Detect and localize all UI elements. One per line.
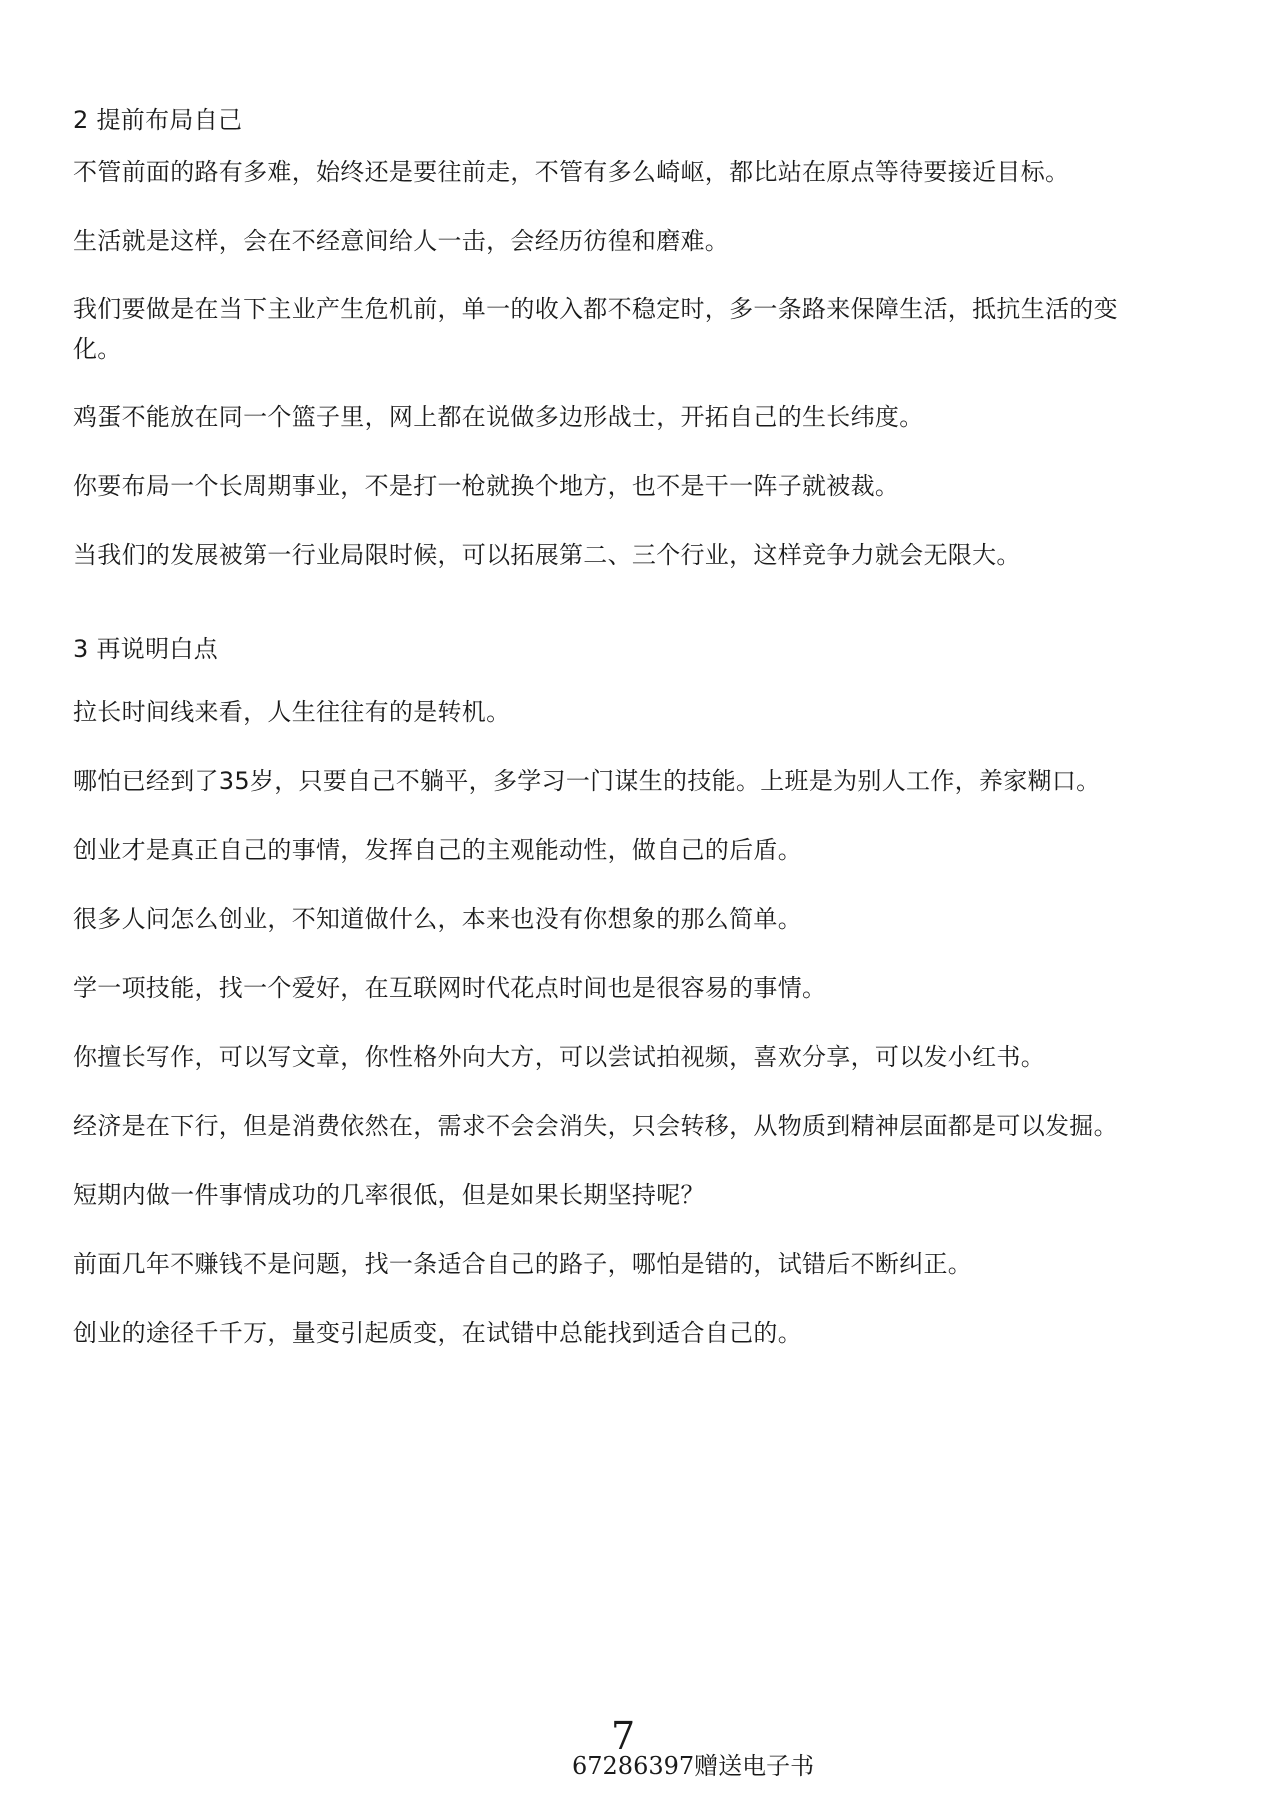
page-number: 7 [611,1714,636,1758]
paragraph: 不管前面的路有多难，始终还是要往前走，不管有多么崎岖，都比站在原点等待要接近目标。 [73,158,1070,186]
paragraph: 生活就是这样，会在不经意间给人一击，会经历彷徨和磨难。 [73,227,730,255]
paragraph: 学一项技能，找一个爱好，在互联网时代花点时间也是很容易的事情。 [73,974,827,1002]
paragraph: 创业才是真正自己的事情，发挥自己的主观能动性，做自己的后盾。 [73,836,802,864]
paragraph: 你要布局一个长周期事业，不是打一枪就换个地方，也不是干一阵子就被裁。 [73,472,900,500]
paragraph: 短期内做一件事情成功的几率很低，但是如果长期坚持呢？ [73,1181,705,1209]
paragraph: 拉长时间线来看，人生往往有的是转机。 [73,698,511,726]
paragraph: 前面几年不赚钱不是问题，找一条适合自己的路子，哪怕是错的，试错后不断纠正。 [73,1250,973,1278]
paragraph: 你擅长写作，可以写文章，你性格外向大方，可以尝试拍视频，喜欢分享，可以发小红书。 [73,1043,1045,1071]
paragraph: 经济是在下行，但是消费依然在，需求不会会消失，只会转移，从物质到精神层面都是可以发掘。 [73,1112,1118,1140]
section-3-heading: 3 再说明白点 [73,635,218,663]
watermark-text: 67286397赠送电子书 [572,1752,815,1780]
paragraph-continuation: 化。 [73,335,122,363]
paragraph: 哪怕已经到了35岁，只要自己不躺平，多学习一门谋生的技能。上班是为别人工作，养家糊口。 [73,767,1101,795]
paragraph: 很多人问怎么创业，不知道做什么，本来也没有你想象的那么简单。 [73,905,802,933]
paragraph: 创业的途径千千万，量变引起质变，在试错中总能找到适合自己的。 [73,1319,802,1347]
paragraph: 鸡蛋不能放在同一个篮子里，网上都在说做多边形战士，开拓自己的生长纬度。 [73,403,924,431]
section-2-heading: 2 提前布局自己 [73,106,243,134]
paragraph: 我们要做是在当下主业产生危机前，单一的收入都不稳定时，多一条路来保障生活，抵抗生活的变 [73,295,1118,323]
paragraph: 当我们的发展被第一行业局限时候，可以拓展第二、三个行业，这样竞争力就会无限大。 [73,541,1021,569]
